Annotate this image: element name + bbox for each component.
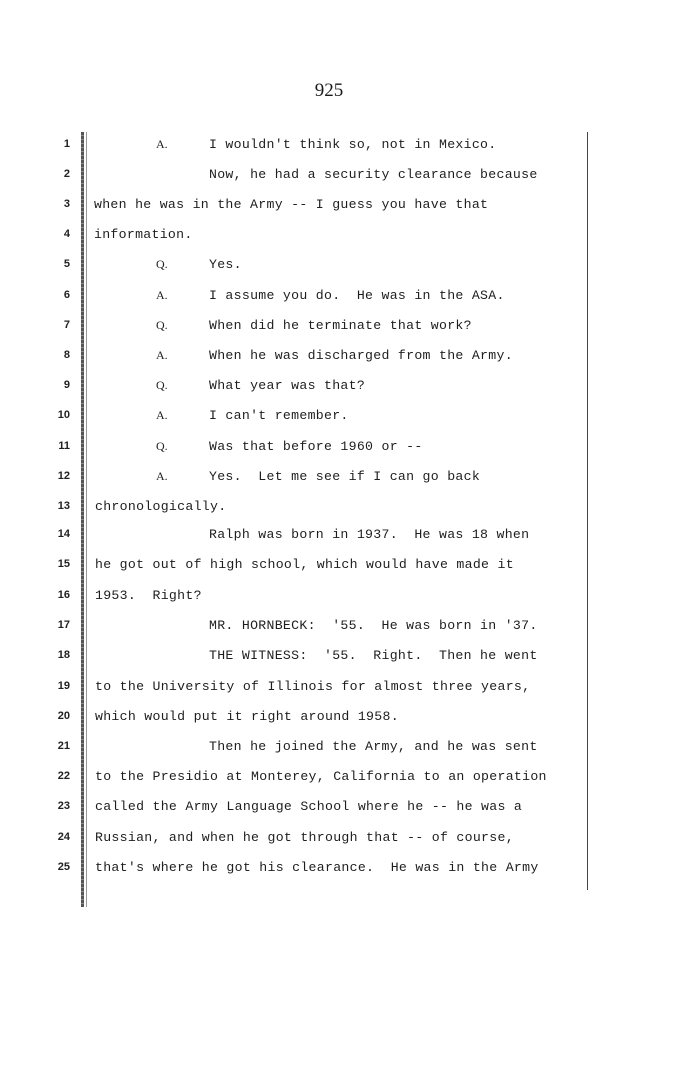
line-number: 8 — [63, 349, 70, 361]
left-margin-rule — [81, 132, 84, 907]
page-number: 925 — [314, 80, 344, 101]
transcript-line: Then he joined the Army, and he was sent — [209, 739, 538, 754]
speaker-marker: Q. — [156, 257, 168, 271]
transcript-line: What year was that? — [209, 378, 366, 393]
line-number: 18 — [57, 649, 70, 661]
transcript-line: Yes. — [209, 257, 242, 272]
line-number: 1 — [63, 138, 70, 150]
line-number: 21 — [57, 740, 70, 752]
speaker-marker: Q. — [156, 318, 168, 332]
transcript-line: information. — [94, 227, 193, 242]
line-number: 15 — [57, 558, 70, 570]
transcript-line: 1953. Right? — [95, 588, 202, 603]
line-number: 22 — [57, 770, 70, 782]
transcript-line: I wouldn't think so, not in Mexico. — [209, 137, 497, 152]
transcript-line: When he was discharged from the Army. — [209, 348, 513, 363]
transcript-line: he got out of high school, which would have made it — [95, 557, 514, 572]
speaker-marker: A. — [156, 469, 168, 483]
transcript-line: chronologically. — [95, 499, 227, 514]
line-number: 2 — [63, 168, 70, 180]
transcript-line: Yes. Let me see if I can go back — [209, 469, 481, 484]
line-number: 20 — [57, 710, 70, 722]
line-number: 10 — [57, 409, 70, 421]
line-number: 17 — [57, 619, 70, 631]
right-margin-rule — [587, 132, 588, 890]
line-number: 13 — [57, 500, 70, 512]
line-number: 11 — [58, 440, 70, 452]
transcript-line: I assume you do. He was in the ASA. — [209, 288, 505, 303]
line-number: 12 — [57, 470, 70, 482]
transcript-line: called the Army Language School where he -- he was a — [95, 799, 523, 814]
transcript-line: that's where he got his clearance. He was in the Army — [95, 860, 539, 875]
line-number: 9 — [63, 379, 70, 391]
line-number: 24 — [57, 831, 70, 843]
speaker-marker: A. — [156, 137, 168, 151]
speaker-marker: A. — [156, 408, 168, 422]
transcript-line: When did he terminate that work? — [209, 318, 472, 333]
transcript-line: MR. HORNBECK: '55. He was born in '37. — [209, 618, 538, 633]
transcript-line: to the University of Illinois for almost three years, — [95, 679, 531, 694]
transcript-line: Was that before 1960 or -- — [209, 439, 423, 454]
line-number: 3 — [63, 198, 70, 210]
line-number: 23 — [57, 800, 70, 812]
line-number: 14 — [57, 528, 70, 540]
transcript-line: THE WITNESS: '55. Right. Then he went — [209, 648, 538, 663]
transcript-line: to the Presidio at Monterey, California to an operation — [95, 769, 547, 784]
transcript-line: I can't remember. — [209, 408, 349, 423]
transcript-line: which would put it right around 1958. — [95, 709, 399, 724]
speaker-marker: Q. — [156, 439, 168, 453]
line-number: 6 — [63, 289, 70, 301]
left-margin-rule-inner — [86, 132, 87, 907]
speaker-marker: A. — [156, 288, 168, 302]
speaker-marker: Q. — [156, 378, 168, 392]
transcript-line: when he was in the Army -- I guess you have that — [94, 197, 489, 212]
transcript-line: Ralph was born in 1937. He was 18 when — [209, 527, 530, 542]
line-number: 5 — [63, 258, 70, 270]
line-number: 19 — [57, 680, 70, 692]
line-number: 7 — [63, 319, 70, 331]
transcript-line: Russian, and when he got through that -- of course, — [95, 830, 514, 845]
speaker-marker: A. — [156, 348, 168, 362]
line-number: 4 — [63, 228, 70, 240]
transcript-line: Now, he had a security clearance because — [209, 167, 538, 182]
line-number: 25 — [57, 861, 70, 873]
line-number: 16 — [57, 589, 70, 601]
